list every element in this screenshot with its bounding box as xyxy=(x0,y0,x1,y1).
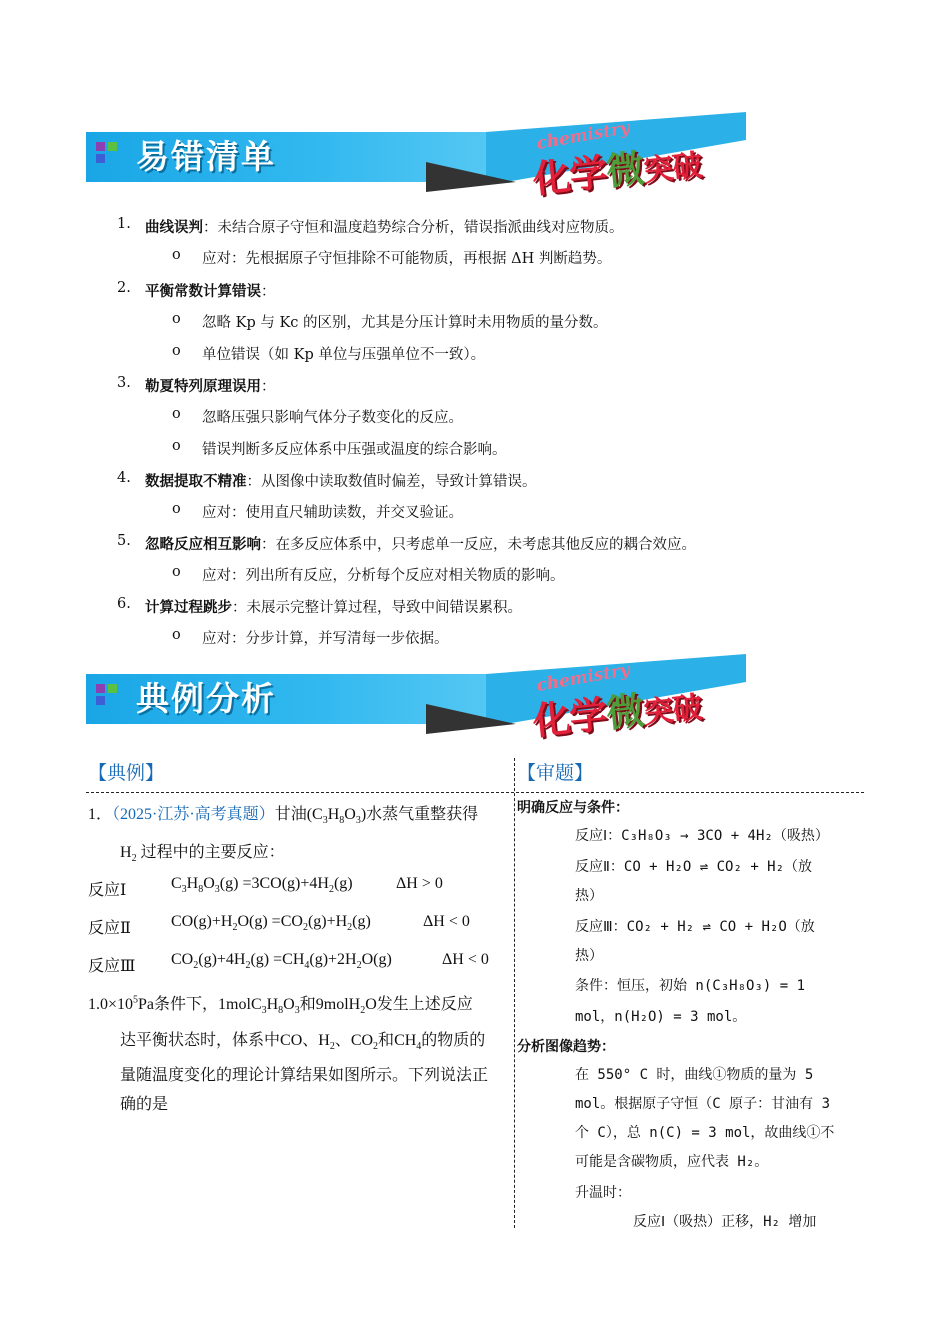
reaction-3-dh: ΔH < 0 xyxy=(442,951,489,968)
analysis-line: 反应Ⅲ：CO₂ + H₂ ⇌ CO + H₂O（放 xyxy=(575,919,815,935)
reaction-2-eq: $CO(g)+H_2O(g) =CO_2(g)+H_2(g)$ xyxy=(171,913,371,934)
analysis-heading-1: 明确反应与条件： xyxy=(517,800,629,816)
divider-horizontal xyxy=(86,792,864,793)
reaction-1-dh: ΔH > 0 xyxy=(396,875,443,892)
banner-square-blue xyxy=(96,696,105,705)
analysis-line: mol，n(H₂O) = 3 mol。 xyxy=(575,1009,747,1025)
analysis-line: 升温时： xyxy=(575,1185,631,1201)
banner-mistakes xyxy=(86,110,766,202)
analysis-line: 条件：恒压，初始 n(C₃H₈O₃) = 1 xyxy=(575,978,806,994)
analysis-line: 热） xyxy=(575,888,603,904)
example-header: 【典例】 xyxy=(88,762,165,784)
question-line-2: $H_2$ 过程中的主要反应： xyxy=(120,844,285,865)
brand-chinese: 化学微突破 xyxy=(530,688,704,744)
review-header: 【审题】 xyxy=(517,762,594,784)
analysis-line: 热） xyxy=(575,948,603,964)
reaction-2-dh: ΔH < 0 xyxy=(423,913,470,930)
analysis-line: 反应Ⅰ（吸热）正移，H₂ 增加 xyxy=(633,1214,817,1230)
banner-square-purple xyxy=(96,142,105,151)
analysis-line: 反应Ⅱ：CO + H₂O ⇌ CO₂ + H₂（放 xyxy=(575,859,813,875)
divider-vertical xyxy=(514,758,515,1228)
question-line-1: 1．（2025·江苏·高考真题）甘油$(C_3H_8O_3)$水蒸气重整获得 xyxy=(88,806,479,827)
analysis-line: 反应Ⅰ：C₃H₈O₃ → 3CO + 4H₂（吸热） xyxy=(575,828,829,844)
question-line-b: 达平衡状态时，体系中CO、$H_2$、$CO_2$和$CH_4$的物质的 xyxy=(120,1032,486,1053)
analysis-line: 在 550° C 时，曲线①物质的量为 5 xyxy=(575,1067,814,1083)
reaction-1: 反应Ⅰ xyxy=(88,882,127,899)
analysis-line: mol。根据原子守恒（C 原子：甘油有 3 xyxy=(575,1096,831,1112)
brand-chinese: 化学微突破 xyxy=(530,146,704,202)
banner-square-green xyxy=(108,684,117,693)
question-line-d: 确的是 xyxy=(120,1096,169,1113)
brand-english: chemistry xyxy=(534,659,632,697)
question-line-c: 量随温度变化的理论计算结果如图所示。下列说法正 xyxy=(120,1067,489,1084)
reaction-3: 反应Ⅲ xyxy=(88,958,136,975)
brand-english: chemistry xyxy=(534,117,632,155)
banner-square-green xyxy=(108,142,117,151)
analysis-line: 个 C），总 n(C) = 3 mol，故曲线①不 xyxy=(575,1125,835,1141)
condition-line: $1.0\times 10^5Pa$条件下，$1molC_3H_8O_3$和9molH$_2$O发生上述反应 xyxy=(88,994,473,1017)
banner-title: 易错清单 xyxy=(136,137,276,176)
reaction-1-eq: $C_3H_8O_3(g) =3CO(g)+4H_2(g)$ xyxy=(171,875,353,896)
banner-square-purple xyxy=(96,684,105,693)
banner-title: 典例分析 xyxy=(136,679,276,718)
reaction-3-eq: $CO_2(g)+4H_2(g) =CH_4(g)+2H_2O(g)$ xyxy=(171,951,392,972)
banner-examples xyxy=(86,652,766,744)
analysis-heading-2: 分析图像趋势： xyxy=(517,1039,615,1055)
reaction-2: 反应Ⅱ xyxy=(88,920,131,937)
question-source: （2025·江苏·高考真题） xyxy=(112,806,275,823)
analysis-line: 可能是含碳物质，应代表 H₂。 xyxy=(575,1154,769,1170)
banner-square-blue xyxy=(96,154,105,163)
